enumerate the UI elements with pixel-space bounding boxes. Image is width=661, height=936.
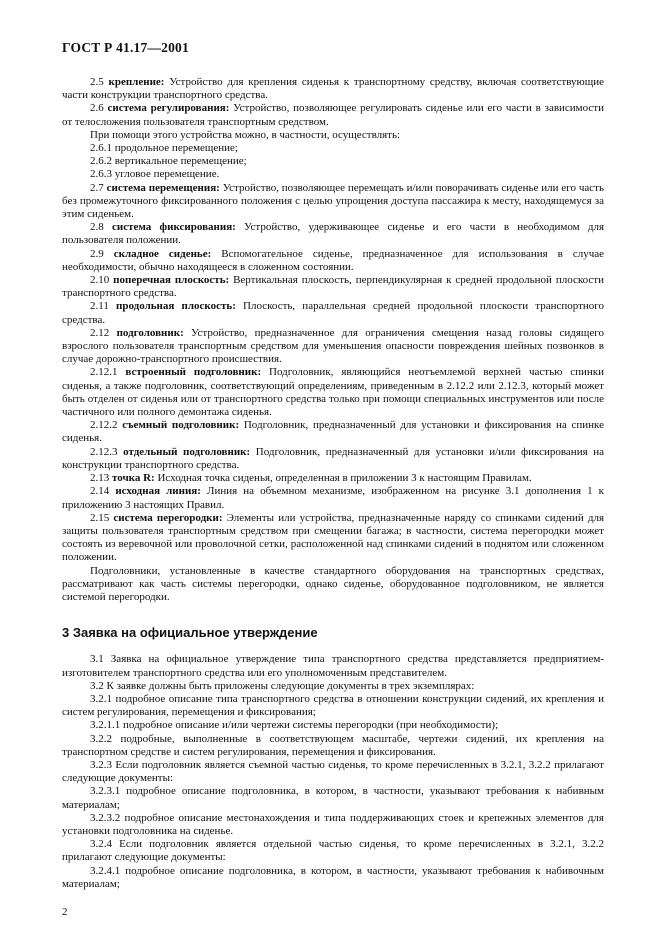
clause-paragraph: 3.2.2 подробные, выполненные в соответствующем масштабе, чертежи сидений, их крепления на транспортном средстве и систем регулирования, перемещения и фиксирования. (62, 732, 604, 758)
definition-text: Устройство, позволяющее перемещать и/или поворачивать сиденье или его часть без промежуточного фиксированного положения с целью упрощения доступа пассажира к месту, находящемуся за этим сиденьем. (62, 181, 604, 221)
defined-term: система фиксирования: (111, 221, 236, 234)
defined-term: исходная линия: (115, 485, 201, 498)
definition-text: Устройство для крепления сиденья к транспортному средству, включая соответствующие части конструкции транспортного средства. (62, 76, 605, 102)
clause-paragraph: 3.2.4.1 подробное описание подголовника, в котором, в частности, указывают требования к набивочным материалам; (62, 864, 604, 890)
definition-paragraph (62, 300, 604, 326)
clause-number: 2.12.3 (90, 445, 118, 458)
definition-paragraph (62, 155, 604, 168)
definition-text: При помощи этого устройства можно, в частности, осуществлять: (90, 128, 401, 141)
definition-paragraph (62, 419, 604, 445)
clause-number: 2.6 (90, 102, 104, 115)
definition-text: Подголовники, установленные в качестве стандартного оборудования на транспортных средствах, рассматривают как часть системы перегородки, однако сиденье, оборудованное подголовником, не является системой перегородки. (62, 564, 604, 603)
clause-number: 2.9 (90, 247, 104, 260)
defined-term: складное сиденье: (113, 247, 212, 260)
clause-paragraph: 3.2.1 подробное описание типа транспортного средства в отношении конструкции сидений, их крепления и систем регулирования, перемещения и фиксирования; (62, 692, 604, 719)
definition-paragraph (62, 472, 604, 485)
defined-term: продольная плоскость: (116, 300, 236, 313)
definition-paragraph (62, 366, 604, 419)
definition-text: вертикальное перемещение; (114, 155, 247, 168)
definition-text: Подголовник, являющийся неотъемлемой верхней частью спинки сиденья, а также подголовник, соответствующий определениям, приведенным в 2.12.2 или 2.12.3, который может быть отделен от сиденья или от транспортного средства только при помощи специальных инструментов или после частичного или полного демонтажа сиденья. (62, 366, 605, 419)
definition-paragraph (62, 182, 604, 222)
defined-term: точка R: (112, 472, 155, 485)
definition-paragraph (62, 248, 604, 274)
defined-term: подголовник: (116, 326, 184, 339)
definition-paragraph (62, 76, 604, 102)
page-number: 2 (62, 906, 68, 918)
defined-term: система перемещения: (106, 181, 220, 194)
clause-paragraph: 3.2.3 Если подголовник является съемной частью сиденья, то кроме перечисленных в 3.2.1, 3.2.2 прилагают следующие документы: (62, 758, 604, 785)
clause-number: 2.8 (90, 221, 104, 234)
definition-paragraph (62, 446, 604, 472)
clause-number: 2.5 (90, 76, 104, 88)
defined-term: поперечная плоскость: (113, 274, 230, 287)
clause-number: 2.12 (90, 326, 110, 339)
definition-text: Вспомогательное сиденье, предназначенное для использования в случае необходимости, обычно находящееся в сложенном состоянии. (62, 247, 605, 273)
clause-number: 2.7 (90, 181, 104, 194)
definition-text: Исходная точка сиденья, определенная в приложении 3 к настоящим Правилам. (154, 472, 532, 485)
defined-term: крепление: (108, 76, 165, 88)
definition-text: Устройство, позволяющее регулировать сиденье или его части в зависимости от телосложения пользователя транспортным средством. (62, 102, 604, 128)
definition-paragraph (62, 168, 604, 181)
page-content (62, 76, 604, 891)
definition-paragraph (62, 485, 604, 511)
clause-number: 2.6.2 (90, 155, 112, 168)
clause-number: 2.15 (90, 511, 110, 524)
definition-paragraph (62, 102, 604, 128)
clause-number: 2.10 (90, 274, 110, 287)
clause-paragraph: 3.2.3.2 подробное описание местонахождения и типа поддерживающих стоек и крепежных элементов для установки подголовника на сиденье. (62, 811, 604, 837)
definition-text: Элементы или устройства, предназначенные наряду со спинками сидений для защиты пользователя транспортным средством при смещении багажа; в частности, система перегородки может состоять из веревочной или проволочной сетки, расположенной над спинками сидений в поднятом или сложенном положении. (62, 511, 605, 564)
section-3-body (62, 653, 604, 891)
definition-text: Устройство, удерживающее сиденье и его части в необходимом для пользователя положении. (62, 221, 605, 247)
defined-term: съемный подголовник: (122, 419, 240, 432)
clause-number: 2.13 (90, 472, 110, 485)
definition-text: Подголовник, предназначенный для установки и фиксирования на спинке сиденья. (62, 419, 604, 445)
definition-text: Подголовник, предназначенный для установки и/или фиксирования на конструкции транспортного средства. (62, 445, 604, 471)
definition-paragraph (62, 274, 604, 300)
clause-number: 2.14 (90, 485, 110, 498)
clause-paragraph: 3.2 К заявке должны быть приложены следующие документы в трех экземплярах: (90, 679, 475, 692)
clause-paragraph: 3.2.4 Если подголовник является отдельной частью сиденья, то кроме перечисленных в 3.2.1, 3.2.2 прилагают следующие документы: (62, 838, 604, 864)
definition-paragraph (62, 221, 604, 247)
clause-number: 2.12.1 (90, 366, 118, 379)
defined-term: встроенный подголовник: (125, 366, 262, 379)
definition-text: Устройство, предназначенное для ограничения смещения назад головы сидящего взрослого пользователя транспортным средством для уменьшения опасности повреждения шейных позвонков в случае дорожно-транспортного происшествия. (62, 326, 605, 366)
definition-text: Линия на объемном механизме, изображенном на рисунке 3.1 дополнения 1 к приложению 3 настоящих Правил. (62, 485, 605, 511)
clause-paragraph: 3.1 Заявка на официальное утверждение типа транспортного средства представляется предприятием-изготовителем транспортного средства или его уполномоченным представителем. (62, 653, 604, 679)
clause-number: 2.11 (90, 300, 109, 313)
clause-number: 2.6.3 (90, 168, 112, 181)
definition-paragraph (62, 565, 604, 605)
section-3-title: 3 Заявка на официальное утверждение (62, 625, 318, 641)
defined-term: система регулирования: (107, 102, 230, 115)
definition-text: Вертикальная плоскость, перпендикулярная к средней продольной плоскости транспортного средства. (62, 274, 604, 300)
section-2-definitions (62, 76, 604, 604)
definition-text: продольное перемещение; (114, 142, 238, 155)
definition-paragraph (62, 512, 604, 565)
definition-paragraph (62, 129, 604, 142)
document-code: ГОСТ Р 41.17—2001 (62, 40, 189, 55)
defined-term: система перегородки: (113, 511, 223, 524)
clause-paragraph: 3.2.1.1 подробное описание и/или чертежи системы перегородки (при необходимости); (90, 719, 499, 732)
defined-term: отдельный подголовник: (123, 445, 251, 458)
clause-number: 2.6.1 (90, 142, 112, 155)
clause-paragraph: 3.2.3.1 подробное описание подголовника, в котором, в частности, указывают требования к набивным материалам; (62, 785, 604, 811)
definition-paragraph (62, 327, 604, 367)
definition-text: угловое перемещение. (114, 168, 220, 181)
definition-paragraph (62, 142, 604, 155)
clause-number: 2.12.2 (90, 419, 118, 432)
definition-text: Плоскость, параллельная средней продольной плоскости транспортного средства. (62, 300, 605, 326)
